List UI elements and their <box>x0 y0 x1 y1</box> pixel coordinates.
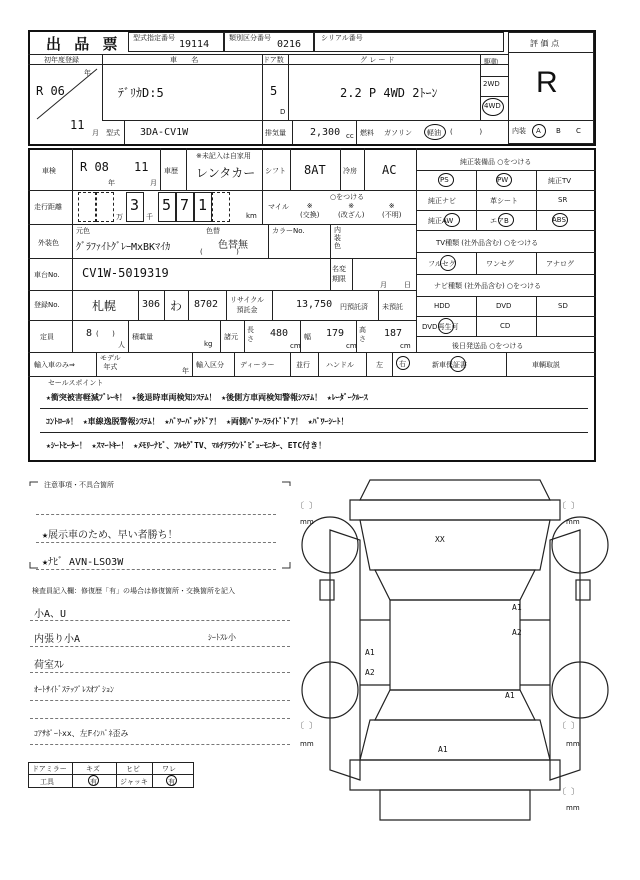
mark-xx: XX <box>435 535 445 544</box>
first-reg-year: R 06 <box>36 84 65 98</box>
serial-box: シリアル番号 <box>314 32 504 52</box>
mark-a1-right-rear: A1 <box>505 691 515 700</box>
color-changed: 色替無 <box>218 240 248 251</box>
type-no-box: 型式指定番号 19114 <box>128 32 224 52</box>
mark-a1-left: A1 <box>365 648 375 657</box>
shift: 8AT <box>304 163 326 177</box>
first-reg-month: 11 <box>70 118 85 132</box>
usage: レンタカー <box>196 166 256 180</box>
reg-area: 札幌 <box>92 299 117 313</box>
class-no-box: 類別区分番号 0216 <box>224 32 314 52</box>
type-no: 19114 <box>179 39 210 50</box>
car-name: ﾃﾞﾘｶD:5 <box>118 86 164 100</box>
form-title: 出 品 票 <box>46 35 122 53</box>
note-1: ★展示車のため、早い者勝ち！ <box>42 530 178 541</box>
mark-a1-right-front: A1 <box>512 603 522 612</box>
model: 3DA-CV1W <box>140 127 189 138</box>
rating-label: 評 価 点 <box>530 39 560 48</box>
doors: 5 <box>270 84 278 98</box>
grade: 2.2 P 4WD 2ﾄｰﾝ <box>340 86 438 100</box>
ac: AC <box>382 163 397 177</box>
mark-a2-right-door: A2 <box>512 628 522 637</box>
original-color: ｸﾞﾗﾌｧｲﾄｸﾞﾚｰMxBKﾏｲｶ <box>76 242 171 253</box>
sales-line-1: ★衝突被害軽減ﾌﾞﾚｰｷ！ ★後退時車両検知ｼｽﾃﾑ！ ★後側方車両検知警報ｼｽﾃﾑ！ ★ﾚｰﾀﾞｰｸﾙｰｽ <box>46 393 368 402</box>
mark-a1-rear: A1 <box>438 745 448 754</box>
class-no: 0216 <box>277 39 302 50</box>
sales-line-2: ｺﾝﾄﾛｰﾙ！ ★車線逸脱警報ｼｽﾃﾑ！ ★ﾊﾟﾜｰﾊﾞｯｸﾄﾞｱ！ ★両側ﾊﾟﾜｰｽﾗｲﾄﾞﾄﾞｱ！ ★ﾊﾟﾜｰｼｰﾄ！ <box>46 417 349 426</box>
vin: CV1W-5019319 <box>82 266 169 280</box>
displacement: 2,300 <box>310 127 341 138</box>
recycle: 13,750 <box>296 299 333 310</box>
note-2: ★ﾅﾋﾞ AVN-LSO3W <box>42 557 124 568</box>
sales-line-3: ★ｼｰﾄﾋｰﾀｰ！ ★ｽﾏｰﾄｷｰ！ ★ﾒﾓﾘｰﾅﾋﾞ、ﾌﾙｾｸﾞTV、ﾏﾙﾁｱﾗｳﾝﾄﾞﾋﾞｭｰﾓﾆﾀｰ、ETC付き！ <box>46 441 327 450</box>
mark-a2-left: A2 <box>365 668 375 677</box>
rating-value: R <box>536 66 558 99</box>
